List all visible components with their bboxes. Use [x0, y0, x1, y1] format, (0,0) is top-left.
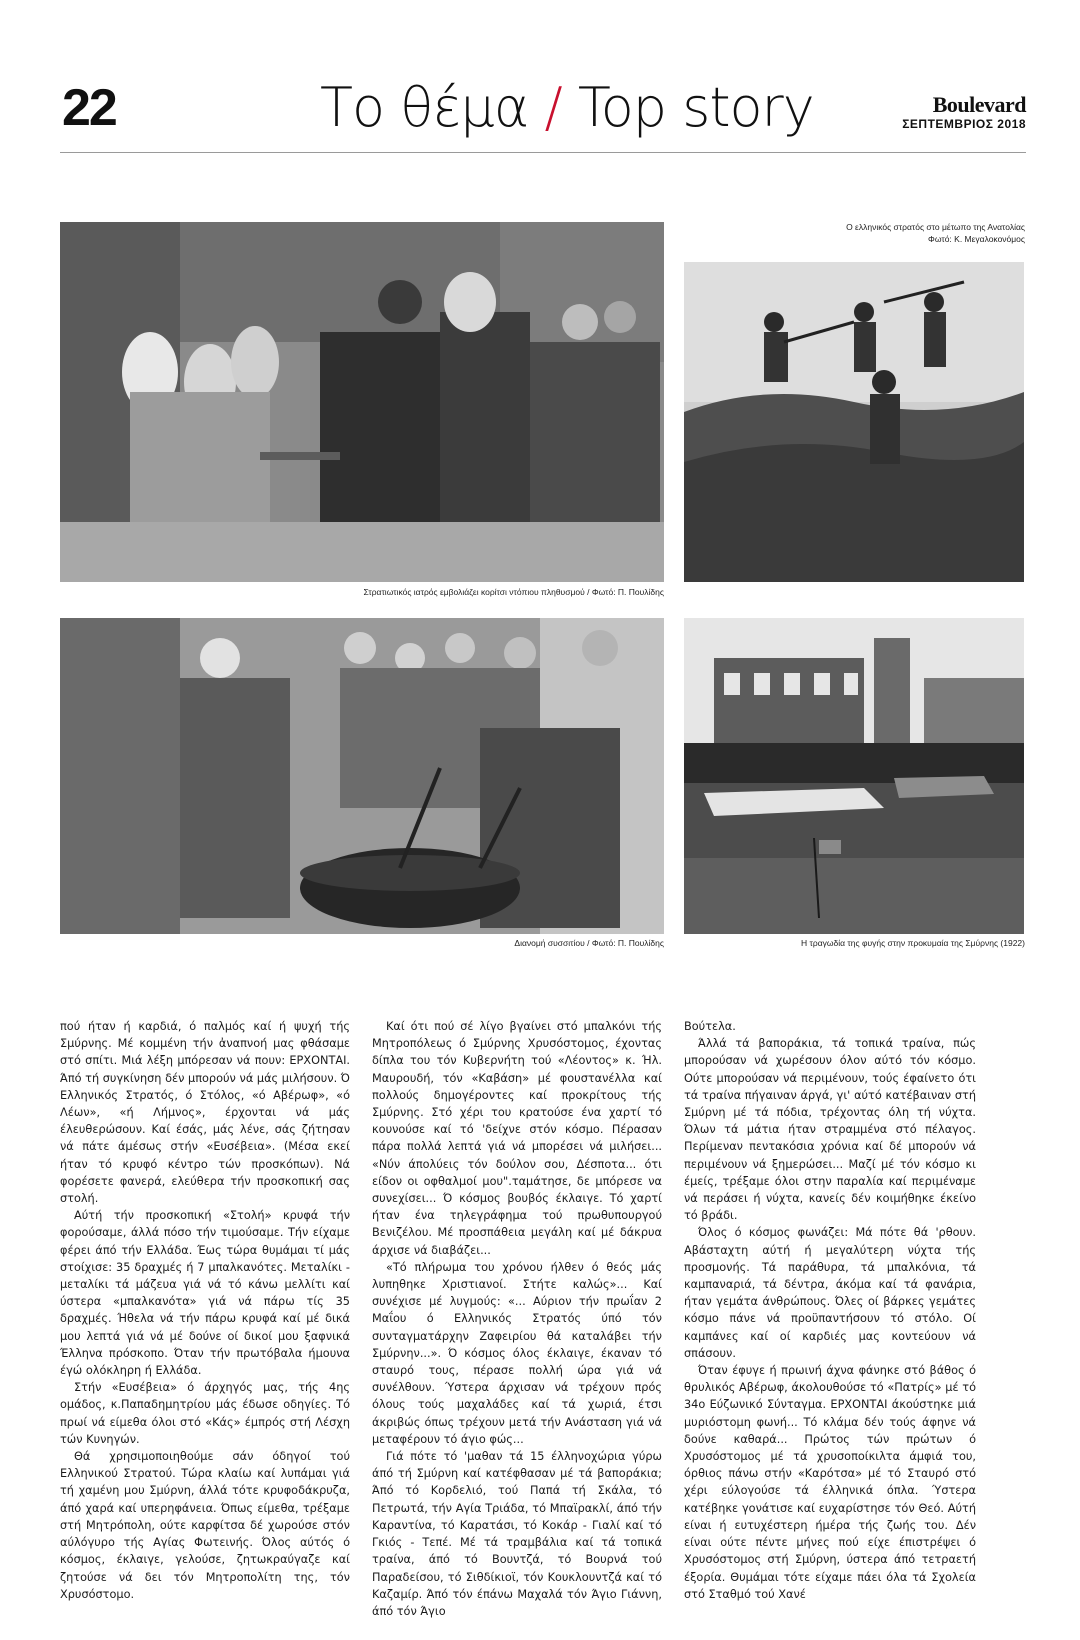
column-3-paragraph: Όταν έφυγε ή πρωινή άχνα φάνηκε στό βάθος ό θρυλικός Αβέρωφ, άκολουθούσε τό «Πατρίς» μέ τό 34ο Εύζωνικό Σύνταγμα. ΕΡΧΟΝΤΑΙ άκούστηκε μιά μυριόστομη φωνή... Τό κλάμα δέν τούς άφηνε νά δούνε καθαρά... Πρώτος τών πρώτων ό Χρυσόστομος μέ τά χρυσοποίκιλτα άμφιά του, όρθιος πάνω στήν «Καρότσα» μέ τό Σταυρό στό χέρι εύλογούσε τά έλληνικά όπλα. Ύστερα κατέβηκε γονάτισε καί ευχαρίστησε τόν Θεό. Αύτή είναι ή ευτυχέστερη ήμέρα τής ζωής του. Δέν είναι ούτε πέντε μήνες πού είχε έπιστρέψει ό Χρυσόστομος στή Σμύρνη, ύστερα άπό τετραετή έξορία. Θυμάμαι τότε είχαμε πάει όλα τά Σχολεία στό Σταθμό τού Χανέ	[684, 1364, 976, 1601]
issue-date: ΣΕΠΤΕΜΒΡΙΟΣ 2018	[902, 117, 1026, 131]
caption-army-line1: Ο ελληνικός στρατός στο μέτωπο της Ανατολίας	[846, 222, 1025, 232]
column-2-paragraph: Καί ότι πού σέ λίγο βγαίνει στό μπαλκόνι τής Μητροπόλεως ό Σμύρνης Χρυσόστομος, έχοντας δίπλα του τόν Κυβερνήτη τού «Λέοντος» κ. Ήλ. Μαυρουδή, τόν «Καβάση» μέ φουστανέλλα καί πολλούς δημογέροντες καί προκρίτους τής Σμύρνης. Στό χέρι του κρατούσε ένα χαρτί τό κουνούσε καί τό 'δείχνε στόν κόσμο. Πέρασαν πάρα πολλά λεπτά γιά νά μπορέσει νά μιλήσει... «Νύν άπολύεις τόν δούλον σου, Δέσποτα... ότι είδον οι οφθαλμοί μου".ταμάτησε, δε μπόρεσε να συνεχίσει... Ό κόσμος βουβός έκλαιγε. Τό χαρτί ήταν ένα τηλεγράφημα τού πρωθυπουργού Βενιζέλου. Μέ προσπάθεια μεγάλη καί μέ δάκρυα άρχισε νά διαβάζει...	[372, 1020, 662, 1257]
page-number: 22	[62, 79, 116, 137]
text-column-1	[60, 1018, 350, 1608]
section-title	[320, 76, 814, 139]
photo-army-front	[684, 262, 1024, 582]
column-2-paragraph: Γιά πότε τό 'μαθαν τά 15 έλληνοχώρια γύρω άπό τή Σμύρνη καί κατέφθασαν μέ τά βαποράκια; Άπό τό Κορδελιό, τού Παπά τή Σκάλα, τό Πετρωτά, τήν Αγία Τριάδα, τό Μπαϊρακλί, άπό τήν Καραντίνα, τό Καρατάσι, τό Κοκάρ - Γιαλί καί τό Γκιός - Τεπέ. Μέ τά τραμβάλια καί τά τοπικά τραίνα, άπό τό Βουντζά, τό Βουρνά τού Παραδείσου, τό Σιθδίκιοϊ, τόν Κουκλουντζά καί τό Καζαμίρ. Άπό τόν έπάνω Μαχαλά τόν Άγιο Γιάννη, άπό τόν Άγιο	[372, 1450, 662, 1618]
text-column-2	[372, 1018, 662, 1618]
section-title-english: Top story	[577, 76, 814, 139]
caption-soup: Διανομή συσσιτίου / Φωτό: Π. Πουλίδης	[514, 938, 664, 948]
column-1-paragraph: Θά χρησιμοποιηθούμε σάν όδηγοί τού Ελληνικού Στρατού. Τώρα κλαίω καί λυπάμαι γιά τή χαμένη μου Σμύρνη, άλλά τότε κρυφοδάκρυζα, άπό χαρά καί υπερηφάνεια. Όπως είμεθα, τρέξαμε στή Μητρόπολη, ούτε καρφίτσα δέ χωρούσε στόν αύλόγυρο τής Αγίας Φωτεινής. Όλος αύτός ό κόσμος, έκλαιγε, γελούσε, ζητωκραύγαζε καί ζητούσε νά δει τόν Μητροπολίτη της, τόν Χρυσόστομο.	[60, 1450, 350, 1601]
section-title-greek: Το θέμα	[320, 76, 529, 139]
caption-vaccination: Στρατιωτικός ιατρός εμβολιάζει κορίτσι ντόπιου πληθυσμού / Φωτό: Π. Πουλίδης	[363, 587, 664, 597]
column-1-paragraph: πού ήταν ή καρδιά, ό παλμός καί ή ψυχή τής Σμύρνης. Μέ κομμένη τήν ἀναπνοή μας φθάσαμε στό σπίτι. Μιά λέξη μπόρεσαν νά πουν: ΕΡΧΟΝΤΑΙ. Άπό τή συγκίνηση δέν μπορούν νά μάς μιλήσουν. Ό Ελληνικός Στρατός, ό Στόλος, «ό Αβέρωφ», «ό Λέων», «ή Λήμνος», έρχονται νά μάς έλευθερώσουν. Καί έσάς, μάς λένε, σάς ζήτησαν νά πάτε άμέσως στήν «Ευσέβεια». (Μέσα εκεί ήταν τό κρυφό κέντρο τών προσκόπων). Νά φορέσετε φανερά, ελεύθερα τήν προσκοπική σας στολή.	[60, 1020, 350, 1206]
photo-vaccination	[60, 222, 664, 582]
brand-block	[902, 94, 1026, 132]
caption-smyrna: Η τραγωδία της φυγής στην προκυμαία της Σμύρνης (1922)	[801, 938, 1025, 948]
photo-soup-distribution	[60, 618, 664, 934]
column-1-paragraph: Στήν «Ευσέβεια» ό άρχηγός μας, τής 4ης ομάδος, κ.Παπαδημητρίου μάς έδωσε οδηγίες. Τό πρωί νά είμεθα όλοι στό «Κάς» έμπρός στή Λέσχη τών Κυνηγών.	[60, 1381, 350, 1446]
brand-logo: Boulevard	[932, 92, 1026, 117]
caption-army-line2: Φωτό: Κ. Μεγαλοκονόμος	[928, 234, 1025, 244]
photo-smyrna-quay	[684, 618, 1024, 934]
section-title-separator: /	[544, 76, 562, 139]
text-column-3	[684, 1018, 976, 1608]
column-3-paragraph: Όλος ό κόσμος φωνάζει: Μά πότε θά 'ρθουν. Αβάσταχτη αύτή ή μεγαλύτερη νύχτα τής προσμονής. Τά παράθυρα, τά μπαλκόνια, τά καμπαναριά, τά δέντρα, άκόμα καί τά φανάρια, ήταν γεμάτα άνθρώπους. Όλες οί βάρκες γεμάτες κόσμο πάνε νά προϋπαντήσουν τό στόλο. Οί καμπάνες καί οί καρδιές μας κοντεύουν νά σπάσουν.	[684, 1226, 976, 1360]
column-2-paragraph: «Τό πλήρωμα του χρόνου ήλθεν ό θεός μάς λυπηθηκε Χριστιανοί. Στήτε καλώς»... Καί συνέχισε μέ λυγμούς: «... Αύριον τήν πρωΐαν 2 Μαΐου ό Ελληνικός Στρατός ύπό τόν συνταγματάρχην Ζαφειρίου θά καταλάβει τήν Σμύρνην...». Ό κόσμος όλος έκλαιγε, έκαναν τό σταυρό τους, πέρασε πολλή ώρα γιά νά συνέλθουν. Ύστερα άρχισαν νά τρέχουν πρός όλους τούς μαχαλάδες καί τά χωριά, έτσι άκριβώς όπως τρέχουν μετά τήν Ανάσταση γιά νά μεταφέρουν τό άγιο φώς...	[372, 1260, 662, 1446]
column-1-paragraph: Αύτή τήν προσκοπική «Στολή» κρυφά τήν φορούσαμε, άλλά πόσο τήν τιμούσαμε. Τήν είχαμε φέρει άπό τήν Ελλάδα. Έως τώρα θυμάμαι τί μάς στοίχισε: 35 δραχμές ή 7 μπαλκανότες. Μεταλίκι - μεταλίκι τά μάζευα γιά νά τό κάνω μελλίτι καί ύστερα «μπαλκανότα» γιά νά πάρω τίς 35 δραχμές. Ήθελα νά τήν πάρω κρυφά καί μέ δικά μου λεπτά γιά νά μέ δούνε οί δικοί μου ξαφνικά Έλληνα πρόσκοπο. Όταν τήν πρωτόβαλα ήμουνα έγώ ολόκληρη ή Ελλάδα.	[60, 1209, 350, 1378]
column-3-paragraph: Άλλά τά βαποράκια, τά τοπικά τραίνα, πώς μπορούσαν νά χωρέσουν όλον αύτό τόν κόσμο. Ούτε μπορούσαν νά περιμένουν, τούς έφαίνετο ότι τά τραίνα πήγαιναν άργά, γι' αύτό κατέβαιναν στή Σμύρνη μέ τά πόδια, τρέχοντας όλη τή νύχτα. Όλων τά μάτια ήταν στραμμένα στό πέλαγος. Περίμεναν πεντακόσια χρόνια καί δέ μπορούν νά περιμένουν νά ξημερώσει... Μαζί μέ τόν κόσμο κι έμείς, τρέξαμε όλοι στην παραλία καί περιμέναμε νά περάσει ή νύχτα, κανείς δέν κοιμήθηκε έκείνο τό βράδι.	[684, 1037, 976, 1223]
column-3-paragraph: Βούτελα.	[684, 1020, 736, 1033]
header-rule	[60, 152, 1026, 153]
